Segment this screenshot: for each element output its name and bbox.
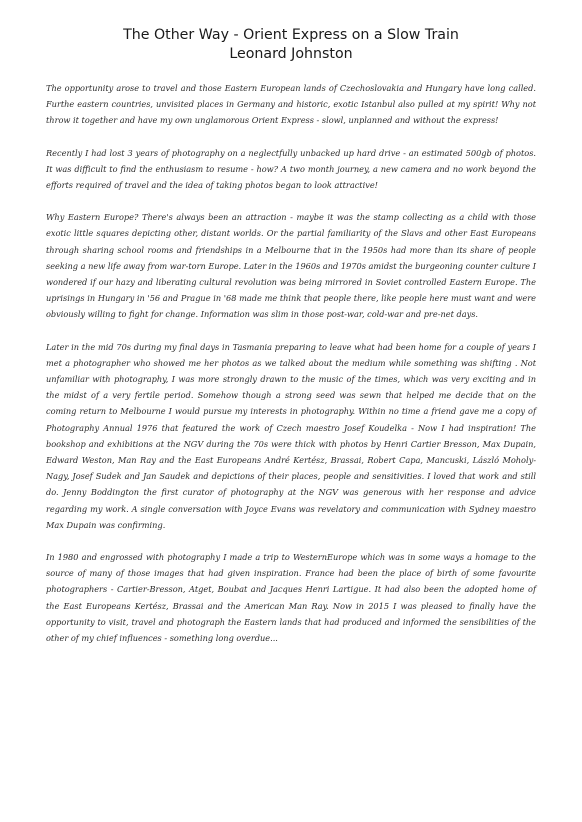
paragraph-3: Why Eastern Europe? There's always been an attraction - maybe it was the stamp collecting as a child with those exotic little squares depicting other, distant worlds. Or the partial familiarity of the Slavs and other East Europeans through sharing school rooms and friendships in a Melbourne that in the 1950s had more than its share of people seeking a new life away from war-torn Europe. Later in the 1960s and 1970s amidst the burgeoning counter culture I wondered if our hazy and liberating cultural revolution was being mirrored in Soviet controlled Eastern Europe. The uprisings in Hungary in '56 and Prague in '68 made me think that people there, like people here must want and were obviously willing to fight for change. Information was slim in those post-war, cold-war and pre-net days. (46, 212, 536, 320)
document-body (46, 80, 536, 646)
document-author: Leonard Johnston (229, 46, 353, 62)
document-title: The Other Way - Orient Express on a Slow Train (123, 27, 459, 43)
paragraph-5: In 1980 and engrossed with photography I made a trip to WesternEurope which was in some ways a homage to the source of many of those images that had given inspiration. France had been the place of birth of some favourite photographers - Cartier-Bresson, Atget, Boubat and Jacques Henri Lartigue. It had also been the adopted home of the East Europeans Kertész, Brassai and the American Man Ray. Now in 2015 I was pleased to finally have the opportunity to visit, travel and photograph the Eastern lands that had produced and informed the sensibilities of the other of my chief influences - something long overdue... (46, 552, 536, 644)
paragraph-4: Later in the mid 70s during my final days in Tasmania preparing to leave what had been home for a couple of years I met a photographer who showed me her photos as we talked about the medium while something was shifting . Not unfamiliar with photography, I was more strongly drawn to the music of the times, which was very exciting and in the midst of a very fertile period. Somehow though a strong seed was sewn that helped me decide that on the coming return to Melbourne I would pursue my interests in photography. Within no time a friend gave me a copy of Photography Annual 1976 that featured the work of Czech maestro Josef Koudelka - Now I had inspiration! The bookshop and exhibitions at the NGV during the 70s were thick with photos by Henri Cartier Bresson, Max Dupain, Edward Weston, Man Ray and the East Europeans André Kertész, Brassai, Robert Capa, Mancuski, László Moholy-Nagy, Josef Sudek and Jan Saudek and depictions of their places, people and sensitivities. I loved that work and still do. Jenny Boddington the first curator of photography at the NGV was generous with her response and advice regarding my work. A single conversation with Joyce Evans was revelatory and communication with Sydney maestro Max Dupain was confirming. (46, 341, 536, 530)
document-header (46, 26, 536, 64)
paragraph-1: The opportunity arose to travel and those Eastern European lands of Czechoslovakia and Hungary have long called. Furthe eastern countries, unvisited places in Germany and historic, exotic Istanbul also pulled at my spirit! Why not throw it together and have my own unglamorous Orient Express - slowl, unplanned and without the express! (46, 83, 536, 126)
paragraph-2: Recently I had lost 3 years of photography on a neglectfully unbacked up hard drive - an estimated 500gb of photos. It was difficult to find the enthusiasm to resume - how? A two month journey, a new camera and no work beyond the efforts required of travel and the idea of taking photos began to look attractive! (46, 147, 536, 191)
